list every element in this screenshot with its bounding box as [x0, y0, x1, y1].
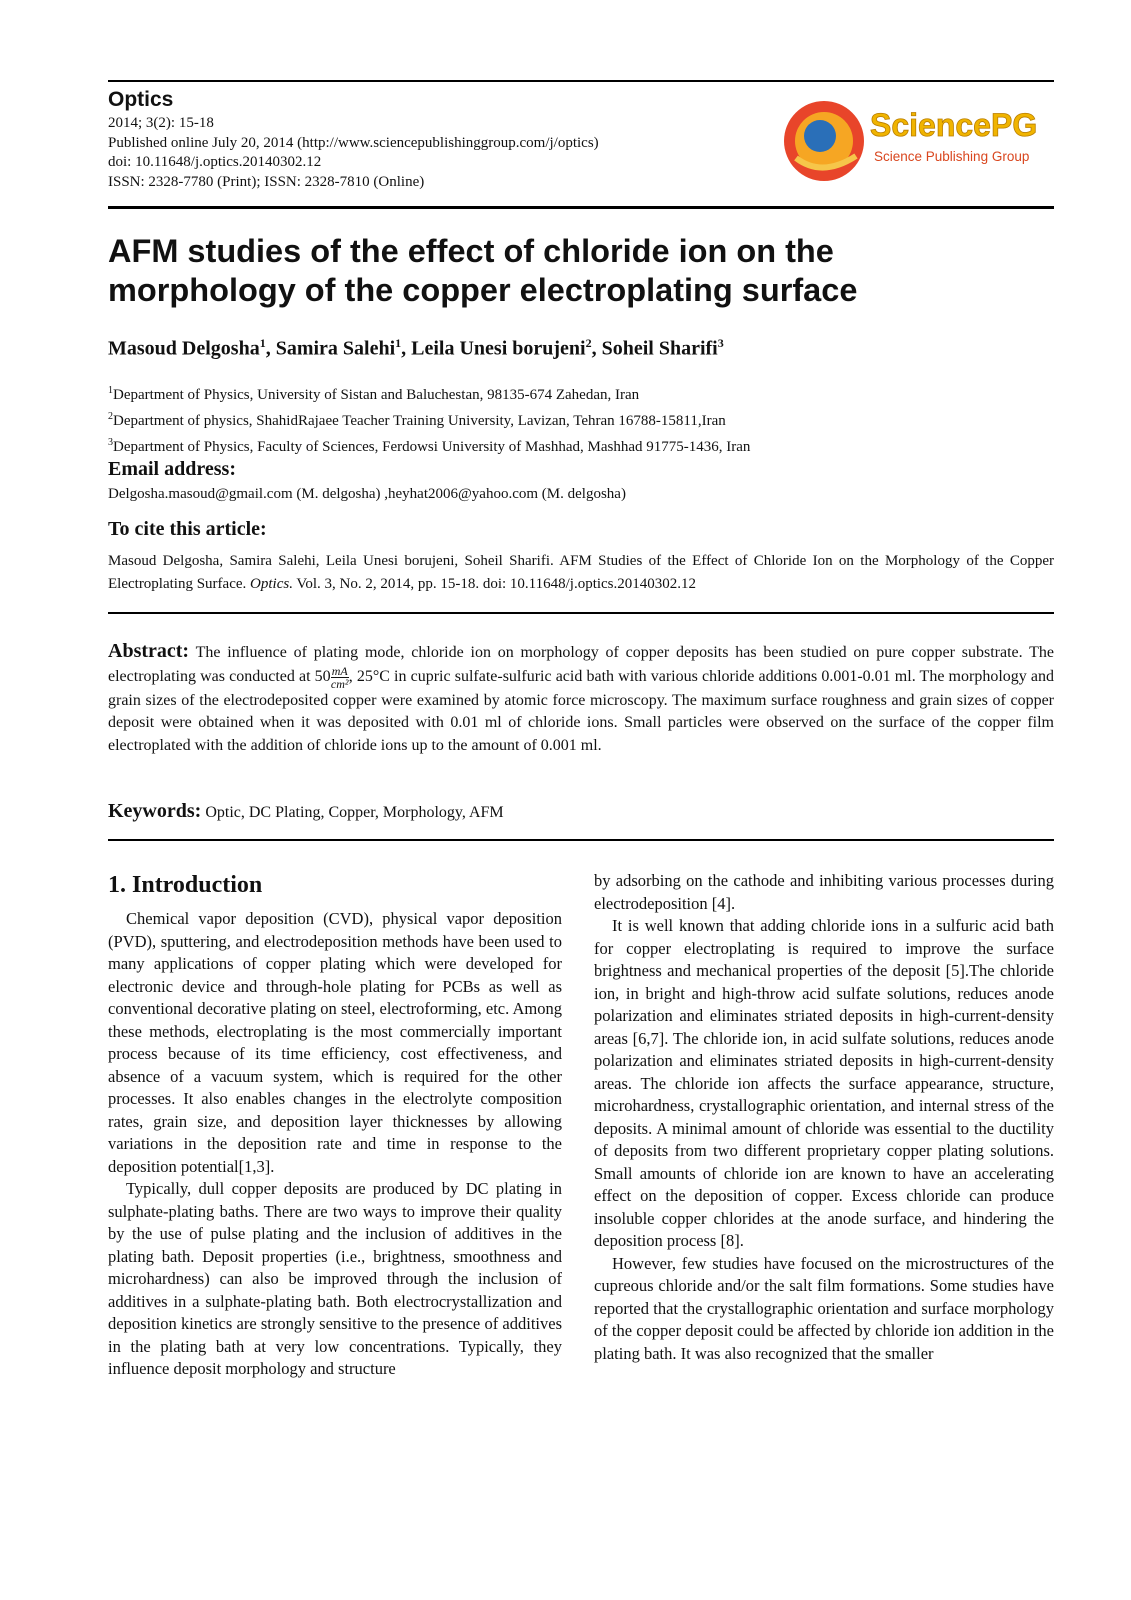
author-name: Leila Unesi borujeni	[411, 337, 586, 360]
cite-journal: Optics.	[250, 576, 293, 592]
body-paragraph: Typically, dull copper deposits are produced by DC plating in sulphate-plating baths. There are two ways to improve their quality by the use of pulse plating and the inclusion of additives in the plating bath. Deposit properties (i.e., brightness, smoothness and microhardness) can also be improved through the inclusion of additives in a sulphate-plating bath. Both electrocrystallization and deposition kinetics are strongly sensitive to the presence of additives in the plating bath at very low concentrations. Typically, they influence deposit morphology and structure	[108, 1179, 562, 1378]
author-affil-sup: 1	[259, 336, 266, 350]
email-text: Delgosha.masoud@gmail.com (M. delgosha) ,heyhat2006@yahoo.com (M. delgosha)	[108, 486, 626, 502]
meta-volume: 2014; 3(2): 15-18	[108, 115, 214, 131]
abstract-text-2: , 25°C in cupric sulfate-sulfuric acid bath with various chloride additions 0.001-0.01 ml. The morphology and grain sizes of the electrodeposited copper were examined by atomic force microscopy. The maximum surface roughness and grain sizes of copper deposit were obtained when it was deposited with 0.01 ml of chloride ions. Small particles were observed on the surface of the copper film electroplated with the addition of chloride ions up to the amount of 0.001 ml.	[108, 667, 1055, 754]
fraction-denominator: cm²	[330, 676, 349, 691]
affiliation-text: Department of Physics, University of Sistan and Baluchestan, 98135-674 Zahedan, Iran	[113, 387, 640, 403]
affiliation-item	[108, 380, 750, 406]
cite-text-tail: Vol. 3, No. 2, 2014, pp. 15-18. doi: 10.11648/j.optics.20140302.12	[292, 576, 697, 592]
affiliation-item	[108, 406, 750, 432]
current-density-fraction	[331, 665, 349, 690]
body-paragraph: However, few studies have focused on the microstructures of the cupreous chloride and/or the salt film formations. Some studies have reported that the crystallographic orientation and surface morphology of the copper deposit could be affected by chloride ion addition in the plating bath. It was also recognized that the smaller	[594, 1253, 1054, 1363]
journal-name: Optics	[108, 88, 174, 111]
logo-subtitle: Science Publishing Group	[874, 149, 1030, 164]
keywords-label: Keywords:	[108, 800, 202, 822]
author-affil-sup: 1	[395, 336, 402, 350]
affiliation-sup: 3	[108, 437, 113, 448]
author-separator: ,	[401, 337, 412, 360]
affiliation-text: Department of physics, ShahidRajaee Teacher Training University, Lavizan, Tehran 16788-15811,Iran	[113, 413, 726, 429]
keywords-bottom-rule	[108, 839, 1054, 841]
body-paragraph: by adsorbing on the cathode and inhibiting various processes during electrodeposition [4].	[594, 871, 1054, 913]
logo-brand: SciencePG	[870, 107, 1038, 143]
author-name: Samira Salehi	[275, 337, 396, 360]
left-column	[108, 908, 562, 1381]
keywords-text: Optic, DC Plating, Copper, Morphology, AFM	[201, 804, 504, 821]
fraction-numerator: mA	[331, 663, 348, 678]
cite-bottom-rule	[108, 612, 1054, 614]
cite-text-main: Masoud Delgosha, Samira Salehi, Leila Unesi borujeni, Soheil Sharifi. AFM Studies of the Effect of Chloride Ion on the Morphology of the Copper Electroplating Surface.	[108, 553, 1054, 592]
author-name: Masoud Delgosha	[108, 337, 260, 360]
author-separator: ,	[265, 337, 276, 360]
keywords	[108, 800, 504, 823]
section-heading-introduction: 1. Introduction	[108, 872, 263, 898]
affiliation-text: Department of Physics, Faculty of Sciences, Ferdowsi University of Mashhad, Mashhad 91775-1436, Iran	[113, 439, 751, 455]
author-list	[108, 336, 724, 361]
sciencepg-logo	[782, 98, 1054, 184]
abstract-text-1: The influence of plating mode, chloride ion on morphology of copper deposits has been studied on pure copper substrate. The electroplating was conducted at 50	[108, 644, 1054, 685]
email-heading: Email address:	[108, 458, 236, 480]
logo-emblem-icon	[782, 98, 1054, 184]
affiliations	[108, 380, 750, 458]
meta-issn: ISSN: 2328-7780 (Print); ISSN: 2328-7810 (Online)	[108, 173, 425, 190]
title-line-1: AFM studies of the effect of chloride ion on the	[108, 233, 834, 269]
body-paragraph: Chemical vapor deposition (CVD), physical vapor deposition (PVD), sputtering, and electrodeposition methods have been used to many applications of copper plating which were developed for electronic device and through-hole plating for PCBs as well as conventional decorative plating on steel, electroforming, etc. Among these methods, electroplating is the most commercially important process because of its time efficiency, cost effectiveness, and absence of a vacuum system, which is required for the other processes. It also enables changes in the electrolyte composition rates, grain size, and deposition layer thicknesses by allowing variations in the deposition rate and time in response to the deposition potential[1,3].	[108, 909, 562, 1176]
affiliation-sup: 2	[108, 411, 113, 422]
cite-heading: To cite this article:	[108, 518, 267, 540]
meta-doi: doi: 10.11648/j.optics.20140302.12	[108, 154, 322, 170]
affiliation-item	[108, 432, 750, 458]
author-separator: ,	[591, 337, 602, 360]
author-affil-sup: 3	[717, 336, 724, 350]
abstract-label: Abstract:	[108, 640, 190, 662]
affiliation-sup: 1	[108, 385, 113, 396]
right-column	[594, 870, 1054, 1365]
title-line-2: morphology of the copper electroplating surface	[108, 272, 858, 308]
publication-meta	[108, 114, 599, 192]
abstract	[108, 640, 1054, 757]
top-rule	[108, 80, 1054, 82]
author-affil-sup: 2	[585, 336, 592, 350]
author-name: Soheil Sharifi	[601, 337, 718, 360]
meta-published: Published online July 20, 2014 (http://www.sciencepublishinggroup.com/j/optics)	[108, 134, 599, 151]
header-bottom-rule	[108, 206, 1054, 209]
paper-title	[108, 232, 1058, 310]
cite-text	[108, 550, 1054, 596]
body-paragraph: It is well known that adding chloride ions in a sulfuric acid bath for copper electroplating is required to improve the surface brightness and mechanical properties of the deposit [5].The chloride ion, in bright and high-throw acid sulfate solutions, reduces anode polarization and eliminates striated deposits in high-current-density areas [6,7]. The chloride ion, in acid sulfate solutions, reduces anode polarization and eliminates striated deposits in high-current-density areas. The chloride ion affects the surface appearance, structure, microhardness, crystallographic orientation, and internal stress of the deposits. A minimal amount of chloride was essential to the ductility of deposits from two different proprietary copper plating solutions. Small amounts of chloride ion are known to have an accelerating effect on the deposition of copper. Excess chloride can produce insoluble copper chlorides at the anode surface, and hindering the deposition process [8].	[594, 916, 1054, 1250]
